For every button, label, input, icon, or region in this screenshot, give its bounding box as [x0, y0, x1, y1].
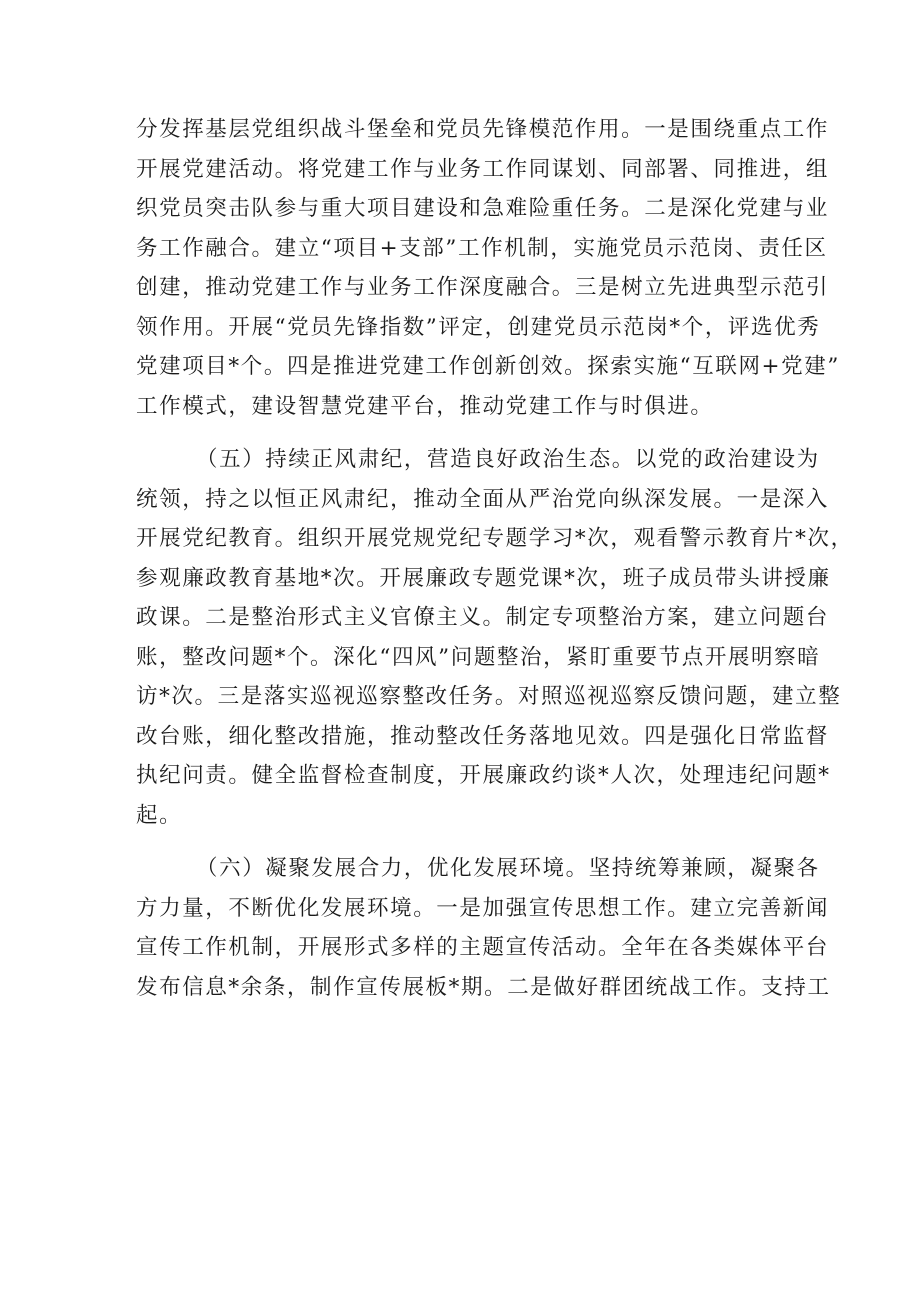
paragraph-heading-line: （六）凝聚发展合力，优化发展环境。坚持统筹兼顾，凝聚各 [196, 856, 820, 881]
text-line: 发布信息*余条，制作宣传展板*期。二是做好群团统战工作。支持工 [136, 974, 831, 1000]
text-line: 宣传工作机制，开展形式多样的主题宣传活动。全年在各类媒体平台 [136, 935, 830, 960]
text-line: 领作用。开展“党员先锋指数”评定，创建党员示范岗*个，评选优秀 [136, 314, 821, 340]
paragraph-gap [136, 835, 786, 849]
paragraph-development [136, 849, 831, 1007]
text-line: 政课。二是整治形式主义官僚主义。制定专项整治方案，建立问题台 [136, 605, 830, 630]
text-line: 党建项目*个。四是推进党建工作创新创效。探索实施“互联网+党建” [136, 354, 840, 379]
text-line: 工作模式，建设智慧党建平台，推动党建工作与时俱进。 [136, 393, 714, 419]
text-line: 分发挥基层党组织战斗堡垒和党员先锋模范作用。一是围绕重点工作 [136, 117, 830, 142]
text-line: 改台账，细化整改措施，推动整改任务落地见效。四是强化日常监督 [136, 723, 830, 749]
text-line: 开展党建活动。将党建工作与业务工作同谋划、同部署、同推进，组 [136, 156, 830, 182]
text-line: 创建，推动党建工作与业务工作深度融合。三是树立先进典型示范引 [136, 275, 830, 300]
text-line: 织党员突击队参与重大项目建设和急难险重任务。二是深化党建与业 [136, 196, 830, 221]
paragraph-gap [136, 426, 786, 440]
paragraph-discipline [136, 440, 854, 835]
text-line: 访*次。三是落实巡视巡察整改任务。对照巡视巡察反馈问题，建立整 [136, 684, 842, 709]
document-page [136, 110, 854, 1007]
text-line: 参观廉政教育基地*次。开展廉政专题党课*次，班子成员带头讲授廉 [136, 565, 831, 591]
text-line: 账，整改问题*个。深化“四风”问题整治，紧盯重要节点开展明察暗 [136, 644, 821, 670]
text-line: 统领，持之以恒正风肃纪，推动全面从严治党向纵深发展。一是深入 [136, 486, 830, 512]
text-line: 执纪问责。健全监督检查制度，开展廉政约谈*人次，处理违纪问题* [136, 763, 831, 788]
text-line: 务工作融合。建立“项目+支部”工作机制，实施党员示范岗、责任区 [136, 235, 828, 261]
text-line: 开展党纪教育。组织开展党规党纪专题学习*次，观看警示教育片*次， [136, 526, 854, 551]
text-line: 方力量，不断优化发展环境。一是加强宣传思想工作。建立完善新闻 [136, 895, 830, 921]
paragraph-heading-line: （五）持续正风肃纪，营造良好政治生态。以党的政治建设为 [196, 447, 820, 472]
paragraph-party-building [136, 110, 840, 426]
text-line: 起。 [136, 802, 183, 828]
